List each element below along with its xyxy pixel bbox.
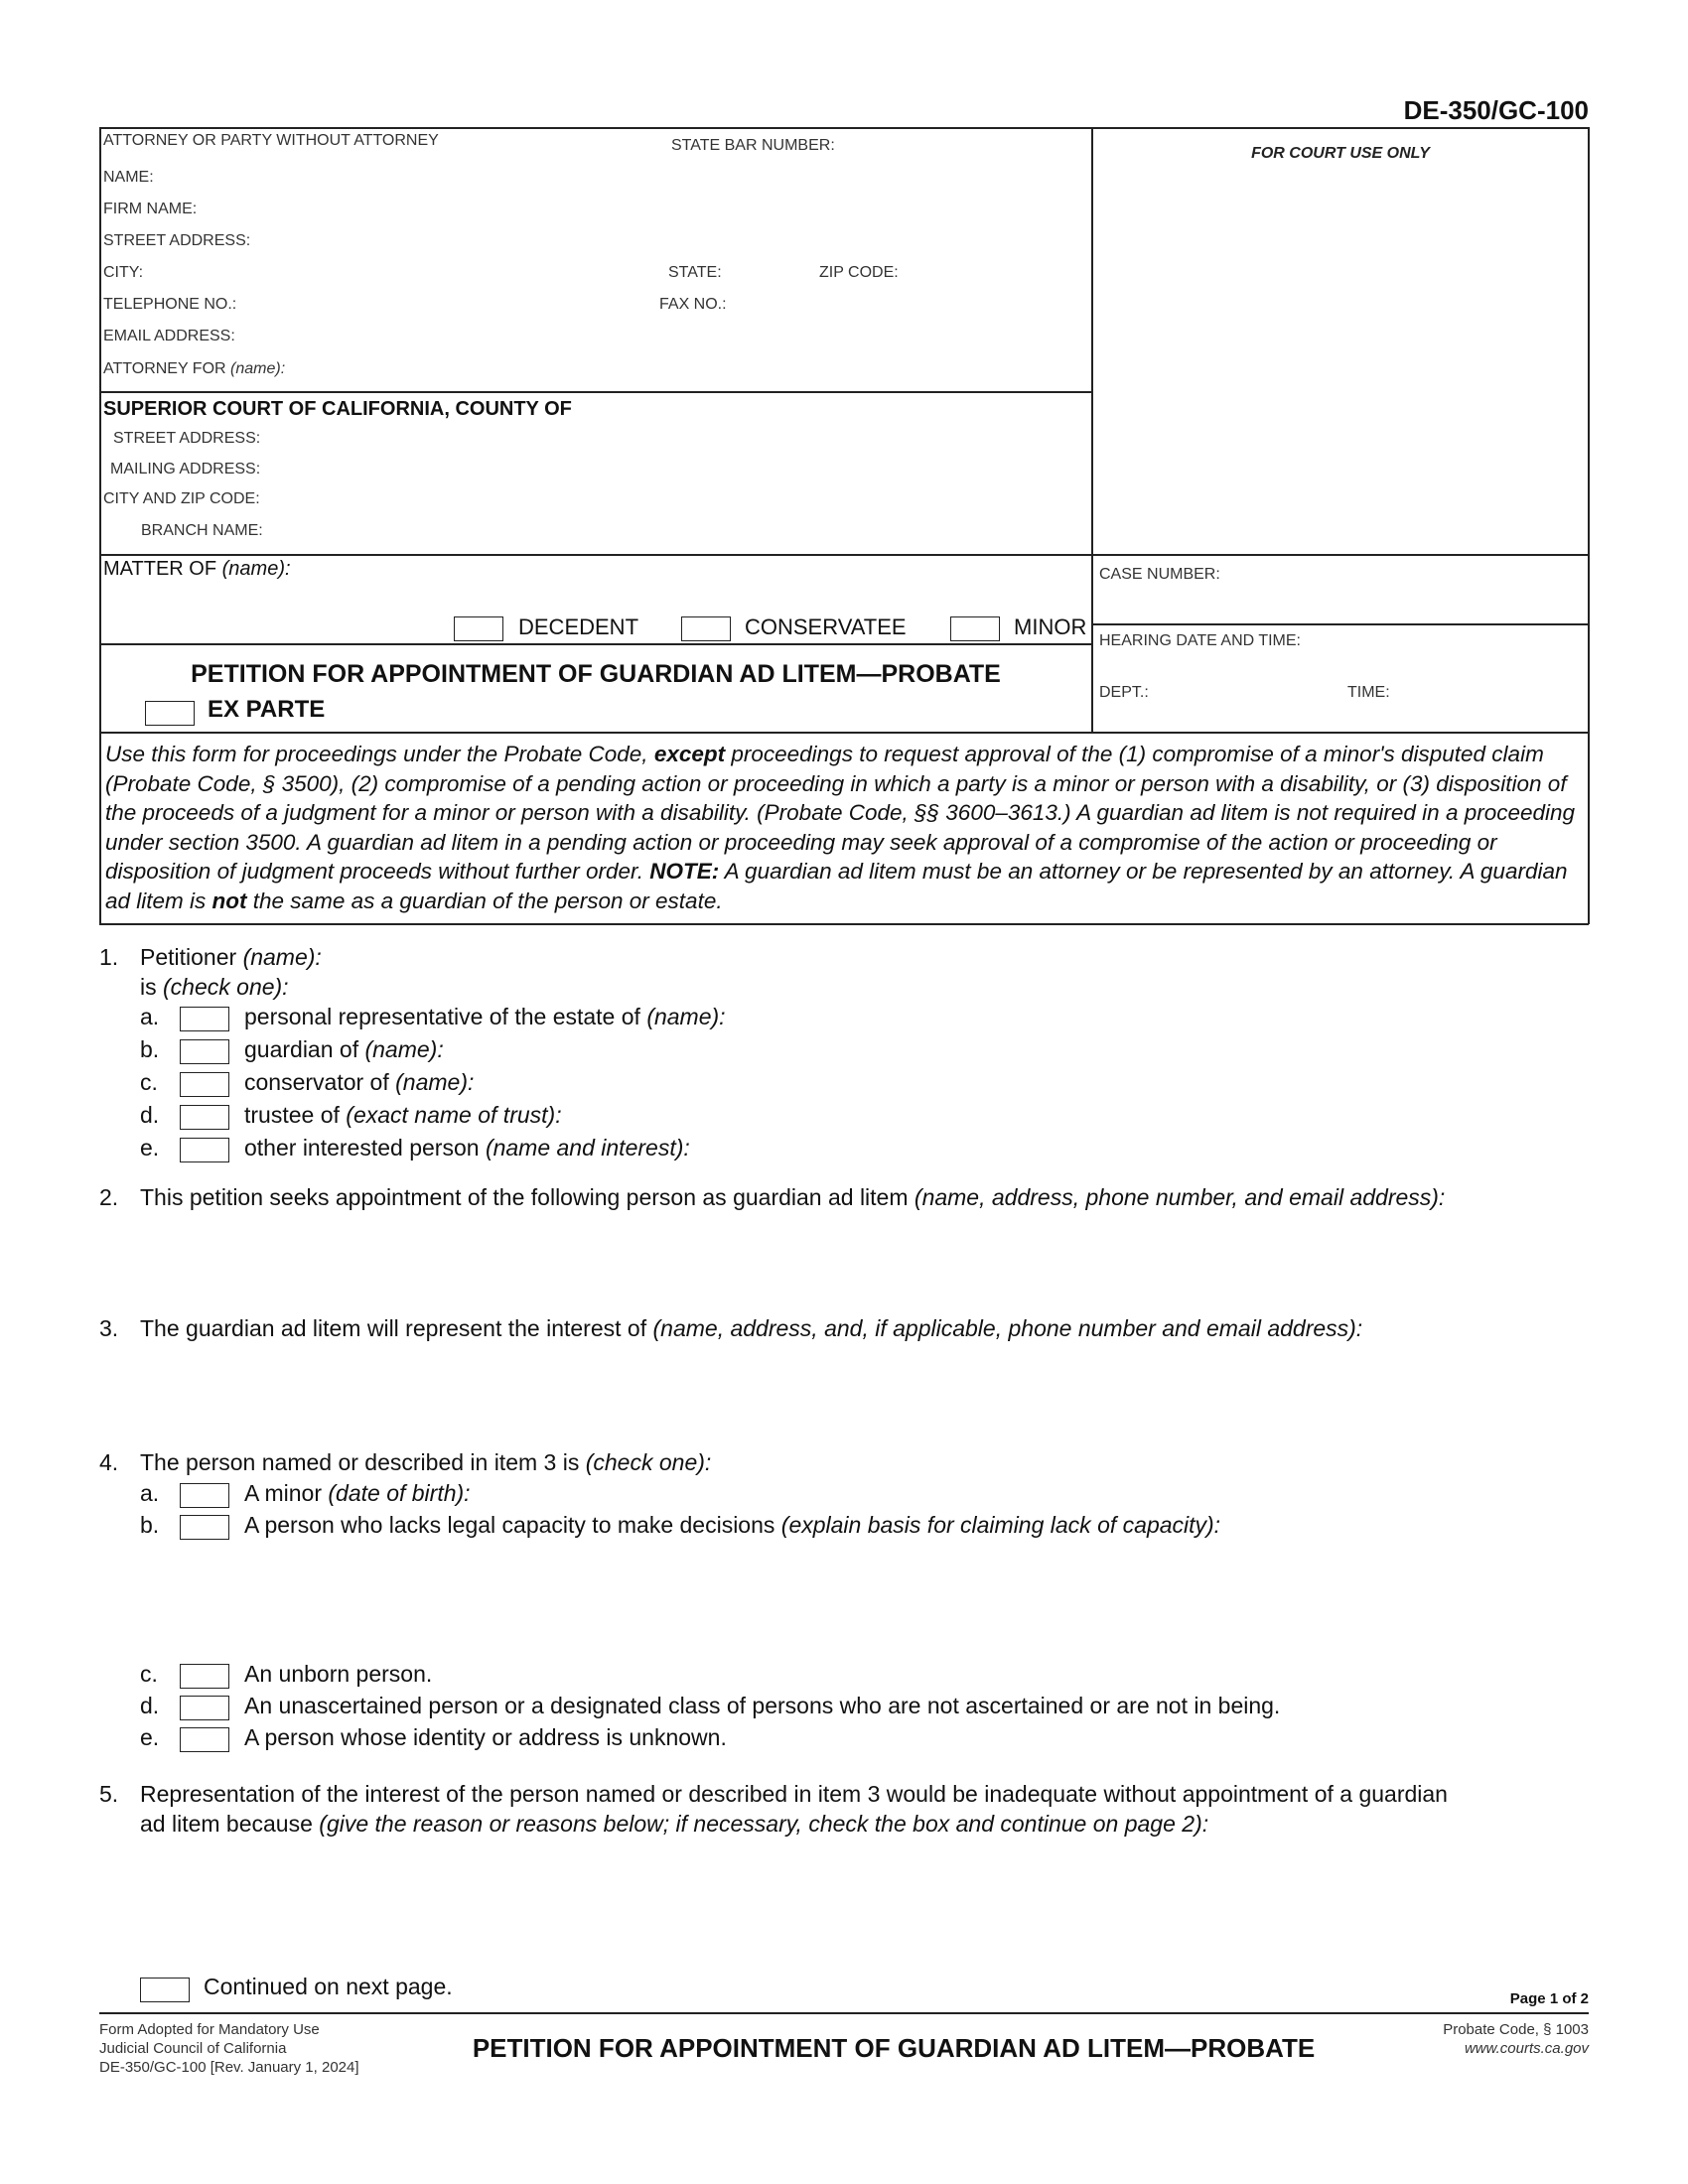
notice-except: except <box>653 742 726 766</box>
notice-text-4: the same as a guardian of the person or estate. <box>246 887 723 913</box>
item4-option-letter: a. <box>140 1480 160 1506</box>
footer-title: PETITION FOR APPOINTMENT OF GUARDIAN AD LITEM—PROBATE <box>472 2033 1316 2063</box>
represented-person-field[interactable] <box>140 1347 1584 1440</box>
item4-option-label <box>244 1512 1220 1539</box>
page-number: Page 1 of 2 <box>1509 1990 1589 2007</box>
item4-option-letter: c. <box>140 1661 158 1687</box>
time-field[interactable] <box>1400 682 1583 704</box>
item4-hint: (check one): <box>585 1449 712 1475</box>
item4-number: 4. <box>99 1449 119 1475</box>
item4-option-checkbox[interactable] <box>180 1664 229 1689</box>
court-cityzip-field[interactable] <box>278 488 1076 510</box>
item4-text: The person named or described in item 3 is <box>140 1449 580 1475</box>
street-field[interactable] <box>258 230 1076 252</box>
item4-option-checkbox[interactable] <box>180 1727 229 1752</box>
item4-option-label <box>244 1724 727 1751</box>
item4-option-checkbox[interactable] <box>180 1483 229 1508</box>
item4-option-text: A person whose identity or address is unknown. <box>244 1724 727 1750</box>
item4-option-label <box>244 1693 1280 1719</box>
case-number-label: CASE NUMBER: <box>1099 566 1220 583</box>
email-field[interactable] <box>248 326 1076 347</box>
notice-not: not <box>211 887 247 913</box>
item4-option-text: An unascertained person or a designated class of persons who are not ascertained or are not in being. <box>244 1693 1281 1718</box>
item1-is-text: is <box>140 974 157 1000</box>
reasons-field[interactable] <box>140 1844 1584 1968</box>
item4-option-text: A person who lacks legal capacity to make decisions <box>244 1512 775 1538</box>
item1-option-label <box>244 1036 444 1063</box>
item5-line1: Representation of the interest of the person named or described in item 3 would be inadequate without appointment of a guardian <box>140 1781 1448 1807</box>
item1-option-checkbox[interactable] <box>180 1105 229 1130</box>
item1-option-label <box>244 1069 474 1096</box>
item1-hint: (name): <box>242 944 322 970</box>
telephone-field[interactable] <box>248 294 649 316</box>
matter-hint: (name): <box>221 558 291 580</box>
item1-option-letter: d. <box>140 1102 160 1128</box>
decedent-label: DECEDENT <box>518 614 639 639</box>
item2-number: 2. <box>99 1184 119 1210</box>
item1-option-letter: e. <box>140 1135 160 1160</box>
item4-option-text: A minor <box>244 1480 322 1506</box>
street-label: STREET ADDRESS: <box>103 232 251 249</box>
item4-label <box>140 1449 711 1476</box>
item1-option-label <box>244 1004 726 1030</box>
decedent-checkbox[interactable] <box>454 616 503 641</box>
footer-left <box>99 2020 359 2077</box>
instructions-notice <box>105 740 1585 915</box>
attorney-heading: ATTORNEY OR PARTY WITHOUT ATTORNEY <box>103 132 439 149</box>
footer-right <box>1291 2020 1589 2058</box>
ex-parte-label: EX PARTE <box>208 696 326 723</box>
item4-option-checkbox[interactable] <box>180 1696 229 1720</box>
item2-label <box>140 1184 1445 1211</box>
item4-option-letter: b. <box>140 1512 160 1538</box>
court-mailing-label: MAILING ADDRESS: <box>110 461 261 478</box>
item1-option-hint: (name): <box>395 1069 475 1095</box>
conservatee-checkbox[interactable] <box>681 616 731 641</box>
item1-option-text: guardian of <box>244 1036 359 1062</box>
item1-text: Petitioner <box>140 944 237 970</box>
item1-option-text: other interested person <box>244 1135 480 1160</box>
item1-option-letter: c. <box>140 1069 158 1095</box>
item1-option-label <box>244 1135 690 1161</box>
item1-option-letter: a. <box>140 1004 160 1029</box>
attorney-for-hint: (name): <box>230 360 286 377</box>
item4-option-checkbox[interactable] <box>180 1515 229 1540</box>
state-label: STATE: <box>668 264 722 281</box>
item1-label <box>140 944 322 971</box>
state-field[interactable] <box>725 262 808 284</box>
item1-option-hint: (name): <box>646 1004 726 1029</box>
notice-text-3: A guardian ad litem must be an attorney or be represented by an attorney. A guardian ad litem is <box>105 859 1568 913</box>
form-title: PETITION FOR APPOINTMENT OF GUARDIAN AD LITEM—PROBATE <box>191 660 1001 688</box>
footer-code: Probate Code, § 1003 <box>1443 2021 1589 2038</box>
county-field[interactable] <box>635 399 1076 423</box>
item1-option-text: trustee of <box>244 1102 340 1128</box>
item3-number: 3. <box>99 1315 119 1341</box>
minor-checkbox[interactable] <box>950 616 1000 641</box>
firm-field[interactable] <box>199 199 1076 220</box>
court-use-label: FOR COURT USE ONLY <box>1251 145 1430 162</box>
footer-adopted: Form Adopted for Mandatory Use <box>99 2021 320 2038</box>
name-label: NAME: <box>103 169 154 186</box>
item1-option-hint: (name): <box>364 1036 444 1062</box>
hearing-label: HEARING DATE AND TIME: <box>1099 632 1301 649</box>
notice-text-2: proceedings to request approval of the (1) compromise of a minor's disputed claim (Probate Code, § 3500), (2) compromise of a pending action or proceeding in which a party is a minor or person with a disability, or (3) disposition of the proceeds of a judgment for a minor or person with a disability. (Probate Code, §§ 3600–3613.) A guardian ad litem is not required in a proceeding under section 3500. A guardian ad litem in a pending action or proceeding may seek approval of a compromise of the action or proceeding or disposition of judgment proceeds without further order. <box>105 742 1576 884</box>
dept-label: DEPT.: <box>1099 684 1149 701</box>
item2-text: This petition seeks appointment of the following person as guardian ad litem <box>140 1184 909 1210</box>
item1-option-text: conservator of <box>244 1069 389 1095</box>
petitioner-name-field[interactable] <box>343 943 1578 971</box>
item1-option-checkbox[interactable] <box>180 1072 229 1097</box>
continued-label: Continued on next page. <box>204 1974 453 1999</box>
email-label: EMAIL ADDRESS: <box>103 328 235 344</box>
zip-label: ZIP CODE: <box>819 264 899 281</box>
attorney-for-text: ATTORNEY FOR <box>103 360 226 377</box>
item1-option-checkbox[interactable] <box>180 1007 229 1031</box>
item4-option-letter: d. <box>140 1693 160 1718</box>
item2-hint: (name, address, phone number, and email address): <box>914 1184 1446 1210</box>
court-branch-field[interactable] <box>278 520 1076 542</box>
item1-option-hint: (exact name of trust): <box>346 1102 562 1128</box>
item4-option-label <box>244 1661 432 1688</box>
item3-hint: (name, address, and, if applicable, phone number and email address): <box>652 1315 1363 1341</box>
city-field[interactable] <box>149 262 649 284</box>
firm-label: FIRM NAME: <box>103 201 198 217</box>
conservatee-label: CONSERVATEE <box>745 614 907 639</box>
notice-note: NOTE: <box>649 859 720 884</box>
court-branch-label: BRANCH NAME: <box>141 522 263 539</box>
item3-label <box>140 1315 1362 1342</box>
footer-website[interactable]: www.courts.ca.gov <box>1464 2040 1589 2057</box>
state-bar-field[interactable] <box>844 135 1086 157</box>
matter-name-field[interactable] <box>318 559 1076 583</box>
footer-council: Judicial Council of California <box>99 2040 287 2057</box>
ex-parte-checkbox[interactable] <box>145 701 195 726</box>
item5-hint: (give the reason or reasons below; if necessary, check the box and continue on page 2): <box>319 1811 1209 1837</box>
item1-is <box>140 974 289 1001</box>
matter-text: MATTER OF <box>103 558 217 580</box>
item1-number: 1. <box>99 944 119 970</box>
item5-line2 <box>140 1811 1208 1838</box>
court-street-label: STREET ADDRESS: <box>113 430 261 447</box>
item4-option-label <box>244 1480 471 1507</box>
city-label: CITY: <box>103 264 144 281</box>
item1-option-checkbox[interactable] <box>180 1039 229 1064</box>
court-street-field[interactable] <box>278 428 1076 450</box>
telephone-label: TELEPHONE NO.: <box>103 296 237 313</box>
dept-field[interactable] <box>1157 682 1339 704</box>
item5-number: 5. <box>99 1781 119 1807</box>
state-bar-label: STATE BAR NUMBER: <box>671 137 835 154</box>
item4-option-hint: (date of birth): <box>328 1480 471 1506</box>
item1-option-letter: b. <box>140 1036 160 1062</box>
item3-text: The guardian ad litem will represent the interest of <box>140 1315 647 1341</box>
zip-field[interactable] <box>904 262 1076 284</box>
guardian-info-field[interactable] <box>140 1216 1584 1309</box>
item1-option-label <box>244 1102 562 1129</box>
matter-label <box>103 558 291 581</box>
continued-checkbox[interactable] <box>140 1978 190 2002</box>
hearing-date-field[interactable] <box>1102 653 1583 679</box>
notice-text-1: Use this form for proceedings under the Probate Code, <box>105 742 654 766</box>
item1-option-hint: (name and interest): <box>485 1135 690 1160</box>
attorney-for-label <box>103 360 285 378</box>
case-number-field[interactable] <box>1102 588 1583 615</box>
attorney-for-field[interactable] <box>298 358 1076 380</box>
court-mailing-field[interactable] <box>278 459 1076 480</box>
capacity-explanation-field[interactable] <box>244 1559 1584 1662</box>
item5-text: ad litem because <box>140 1811 313 1837</box>
fax-label: FAX NO.: <box>659 296 727 313</box>
footer-rev: DE-350/GC-100 [Rev. January 1, 2024] <box>99 2059 359 2076</box>
item1-option-text: personal representative of the estate of <box>244 1004 640 1029</box>
minor-label: MINOR <box>1014 614 1087 639</box>
item1-check-hint: (check one): <box>163 974 289 1000</box>
form-number: DE-350/GC-100 <box>1403 95 1589 125</box>
court-heading: SUPERIOR COURT OF CALIFORNIA, COUNTY OF <box>103 398 572 420</box>
item4-option-text: An unborn person. <box>244 1661 433 1687</box>
item4-option-letter: e. <box>140 1724 160 1750</box>
time-label: TIME: <box>1347 684 1390 701</box>
item1-option-checkbox[interactable] <box>180 1138 229 1162</box>
court-cityzip-label: CITY AND ZIP CODE: <box>103 490 260 507</box>
name-field[interactable] <box>159 167 1076 189</box>
fax-field[interactable] <box>735 294 1076 316</box>
item4-option-hint: (explain basis for claiming lack of capacity): <box>780 1512 1221 1538</box>
